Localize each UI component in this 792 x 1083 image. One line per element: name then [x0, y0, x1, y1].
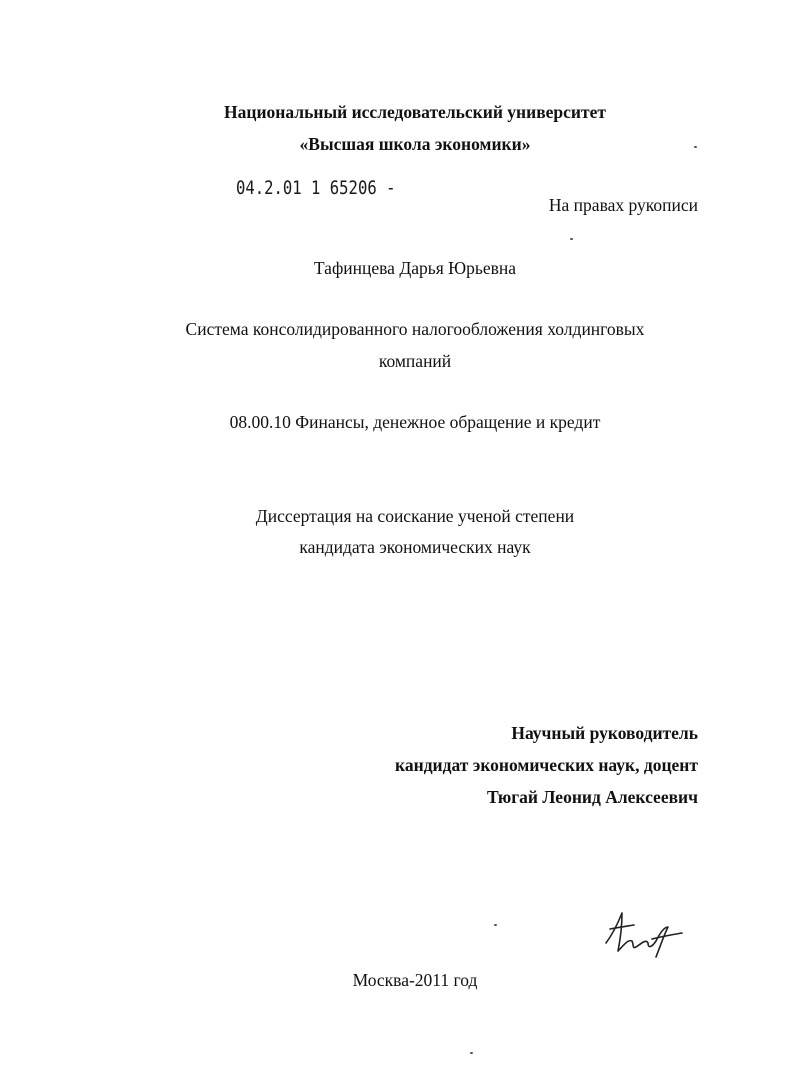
- supervisor-credentials: кандидат экономических наук, доцент: [395, 755, 698, 775]
- place-year: Москва-2011 год: [352, 970, 478, 990]
- rights-note: На правах рукописи: [548, 195, 698, 215]
- specialty: 08.00.10 Финансы, денежное обращение и кредит: [229, 412, 601, 432]
- supervisor-name: Тюгай Леонид Алексеевич: [487, 787, 698, 807]
- scan-speck: [470, 1052, 473, 1054]
- registration-stamp: 04.2.01 1 65206 -: [236, 177, 396, 199]
- university-name: Национальный исследовательский университет: [224, 102, 606, 122]
- university-subname: «Высшая школа экономики»: [299, 134, 531, 154]
- scan-speck: [494, 924, 497, 926]
- scan-speck: [694, 146, 697, 148]
- thesis-title-line1: Система консолидированного налогообложения холдинговых: [185, 319, 645, 339]
- author-name: Тафинцева Дарья Юрьевна: [313, 258, 517, 278]
- supervisor-heading: Научный руководитель: [511, 723, 698, 743]
- thesis-title-line2: компаний: [378, 351, 452, 371]
- degree-line1: Диссертация на соискание ученой степени: [255, 506, 575, 526]
- scan-speck: [570, 238, 573, 240]
- signature-icon: [598, 905, 686, 961]
- degree-line2: кандидата экономических наук: [299, 537, 531, 557]
